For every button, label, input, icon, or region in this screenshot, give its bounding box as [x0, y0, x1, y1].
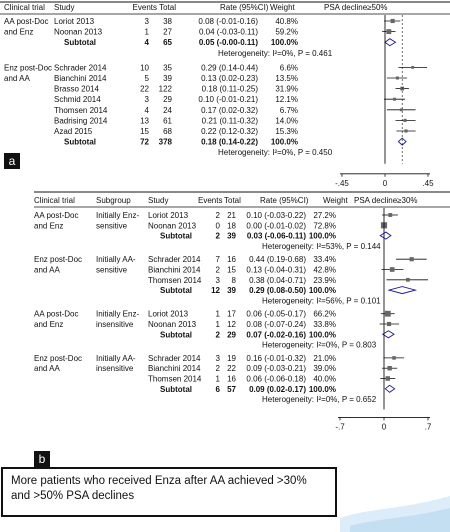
heterogeneity-text: Heterogeneity: I²=0%, P = 0.461: [218, 48, 333, 58]
x-tick-label: 0: [381, 422, 387, 432]
subgroup-label: Initially Enz-: [96, 211, 140, 220]
subtotal-weight: 100.0%: [308, 286, 336, 296]
heterogeneity-text: Heterogeneity: I²=0%, P = 0.803: [262, 340, 377, 350]
weight-value: 33.8%: [313, 320, 336, 329]
header-plot-label: PSA decline≥50%: [324, 3, 388, 12]
rate-value: 0.17 (0.02-0.32): [201, 105, 258, 115]
study-square: [392, 356, 396, 360]
events-value: 3: [144, 17, 149, 26]
study-name: Schrader 2014: [54, 63, 107, 73]
rate-value: 0.38 (0.04-0.71): [249, 275, 306, 285]
study-square: [388, 213, 392, 217]
decorative-corner-graphic: [340, 478, 450, 532]
weight-value: 40.8%: [275, 17, 298, 26]
total-value: 8: [231, 275, 236, 285]
study-square: [393, 98, 396, 101]
study-name: Schmid 2014: [54, 95, 101, 105]
events-value: 1: [215, 374, 220, 384]
subtotal-rate: 0.29 (0.08-0.50): [249, 286, 306, 296]
header-study: Study: [148, 196, 169, 205]
x-tick-label: -.45: [335, 178, 349, 188]
study-square: [406, 278, 410, 282]
header-subgroup: Subgroup: [96, 196, 131, 205]
events-value: 1: [215, 320, 220, 329]
events-value: 4: [144, 105, 149, 115]
rate-value: 0.18 (0.11-0.25): [201, 84, 258, 94]
group-label: and AA: [4, 74, 30, 83]
events-value: 5: [144, 74, 149, 83]
subgroup-label: sensitive: [96, 265, 128, 275]
subtotal-diamond: [389, 287, 415, 294]
study-name: Thomsen 2014: [148, 374, 202, 384]
heterogeneity-text: Heterogeneity: I²=53%, P = 0.144: [262, 241, 381, 251]
events-value: 3: [144, 95, 149, 105]
subgroup-label: insensitive: [96, 320, 134, 329]
panel-a-label: a: [4, 153, 20, 169]
total-value: 16: [227, 374, 236, 384]
rate-value: 0.04 (-0.03-0.11): [199, 27, 258, 37]
weight-value: 66.2%: [313, 309, 336, 319]
x-tick-label: .7: [424, 422, 432, 432]
weight-value: 42.8%: [313, 265, 336, 275]
group-label: and AA: [34, 364, 60, 374]
subtotal-label: Subtotal: [160, 286, 192, 296]
events-value: 10: [140, 63, 149, 73]
x-tick-label: -.7: [335, 422, 345, 432]
header-rate: Rate (95%CI): [260, 196, 309, 205]
subtotal-rate: 0.03 (-0.06-0.11): [246, 231, 306, 241]
rate-value: 0.10 (-0.01-0.21): [198, 95, 258, 105]
weight-value: 21.0%: [313, 353, 336, 363]
subtotal-diamond: [385, 39, 396, 46]
study-square: [386, 29, 391, 34]
rate-value: 0.00 (-0.01-0.02): [246, 221, 306, 231]
header-events: Events: [198, 196, 223, 205]
subtotal-total: 39: [227, 231, 236, 241]
total-value: 29: [163, 95, 172, 105]
caption-box: [1, 467, 337, 517]
total-value: 16: [227, 255, 236, 265]
weight-value: 59.2%: [275, 27, 298, 37]
weight-value: 40.0%: [313, 374, 336, 384]
events-value: 15: [140, 127, 149, 136]
study-name: Brasso 2014: [54, 84, 99, 94]
rate-value: 0.13 (-0.04-0.31): [246, 265, 306, 275]
caption-text: More patients who received Enza after AA achieved >30% and >50% PSA declines: [11, 475, 307, 502]
subtotal-weight: 100.0%: [308, 330, 336, 340]
study-square: [396, 76, 399, 79]
weight-value: 12.1%: [275, 95, 298, 105]
panel-b-label: b: [34, 451, 50, 467]
group-label: Enz post-Doc: [34, 353, 83, 363]
header-weight: Weight: [270, 3, 295, 12]
events-value: 1: [215, 309, 220, 319]
header-total: Total: [224, 196, 241, 205]
header-total: Total: [159, 3, 176, 12]
events-value: 2: [215, 211, 220, 220]
total-value: 122: [158, 84, 172, 94]
header-rate: Rate (95%CI): [220, 3, 269, 12]
total-value: 17: [227, 309, 236, 319]
total-value: 18: [227, 221, 236, 231]
study-name: Schrader 2014: [148, 353, 201, 363]
x-tick-label: .45: [422, 178, 434, 188]
rate-value: 0.21 (0.11-0.32): [201, 116, 258, 126]
total-value: 38: [163, 17, 172, 26]
subtotal-label: Subtotal: [160, 330, 192, 340]
header-clinical-trial: Clinical trial: [4, 3, 45, 12]
subtotal-weight: 100.0%: [308, 231, 336, 241]
study-square: [390, 267, 395, 272]
header-plot-label: PSA decline≥30%: [354, 196, 418, 205]
total-value: 22: [227, 364, 236, 374]
subgroup-label: insensitive: [96, 364, 134, 374]
rate-value: 0.09 (-0.03-0.21): [246, 364, 306, 374]
subtotal-events: 72: [140, 137, 149, 147]
study-square: [404, 129, 407, 132]
rate-value: 0.22 (0.12-0.32): [201, 127, 258, 136]
subgroup-label: Initially AA-: [96, 353, 136, 363]
group-label: and Enz: [34, 320, 64, 329]
total-value: 12: [227, 320, 236, 329]
events-value: 3: [215, 353, 220, 363]
heterogeneity-text: Heterogeneity: I²=0%, P = 0.652: [262, 395, 377, 405]
study-square: [387, 322, 391, 326]
study-square: [391, 19, 395, 23]
study-name: Thomsen 2014: [54, 105, 108, 115]
subtotal-events: 2: [215, 231, 220, 241]
study-square: [410, 257, 414, 261]
weight-value: 13.5%: [275, 74, 298, 83]
study-name: Loriot 2013: [148, 211, 189, 220]
group-label: Enz post-Doc: [4, 63, 53, 73]
weight-value: 14.0%: [275, 116, 298, 126]
subgroup-label: Initially AA-: [96, 255, 136, 265]
study-name: Bianchini 2014: [148, 265, 201, 275]
subtotal-total: 57: [227, 384, 236, 394]
study-name: Schrader 2014: [148, 255, 201, 265]
group-label: AA post-Doc: [4, 17, 49, 26]
study-name: Bianchini 2014: [148, 364, 201, 374]
subtotal-events: 4: [144, 38, 149, 48]
study-square: [387, 366, 391, 370]
subtotal-total: 29: [227, 330, 236, 340]
header-study: Study: [54, 3, 75, 12]
total-value: 68: [163, 127, 172, 136]
heterogeneity-text: Heterogeneity: I²=0%, P = 0.450: [218, 148, 333, 158]
subtotal-diamond: [380, 232, 391, 239]
subtotal-events: 2: [215, 330, 220, 340]
header-clinical-trial: Clinical trial: [34, 196, 75, 205]
subgroup-label: Initially Enz-: [96, 309, 140, 319]
header-events: Events: [132, 3, 157, 12]
events-value: 0: [215, 221, 220, 231]
subtotal-rate: 0.07 (-0.02-0.16): [246, 330, 306, 340]
study-square: [404, 119, 407, 122]
rate-value: 0.10 (-0.03-0.22): [246, 211, 306, 220]
weight-value: 6.7%: [279, 105, 298, 115]
study-name: Azad 2015: [54, 127, 93, 136]
events-value: 22: [140, 84, 149, 94]
study-name: Badrising 2014: [54, 116, 108, 126]
subtotal-label: Subtotal: [64, 137, 96, 147]
subtotal-rate: 0.18 (0.14-0.22): [201, 137, 258, 147]
study-square: [386, 376, 391, 381]
weight-value: 31.9%: [275, 84, 298, 94]
events-value: 3: [215, 275, 220, 285]
subtotal-events: 12: [211, 286, 220, 296]
events-value: 7: [215, 255, 220, 265]
study-name: Bianchini 2014: [54, 74, 107, 83]
x-tick-label: 0: [382, 178, 388, 188]
study-name: Loriot 2013: [148, 309, 189, 319]
rate-value: 0.29 (0.14-0.44): [201, 63, 258, 73]
study-name: Thomsen 2014: [148, 275, 202, 285]
group-label: AA post-Doc: [34, 309, 79, 319]
weight-value: 23.9%: [313, 275, 336, 285]
subtotal-events: 6: [215, 384, 220, 394]
subtotal-total: 39: [227, 286, 236, 296]
weight-value: 15.3%: [275, 127, 298, 136]
group-label: and Enz: [34, 221, 64, 231]
rate-value: 0.06 (-0.06-0.18): [246, 374, 306, 384]
weight-value: 6.6%: [279, 63, 298, 73]
total-value: 61: [163, 116, 172, 126]
weight-value: 39.0%: [313, 364, 336, 374]
group-label: and AA: [34, 265, 60, 275]
events-value: 13: [140, 116, 149, 126]
total-value: 35: [163, 63, 172, 73]
header-weight: Weight: [323, 196, 348, 205]
total-value: 27: [163, 27, 172, 37]
rate-value: 0.08 (-0.01-0.16): [198, 17, 258, 26]
group-label: and Enz: [4, 27, 34, 37]
total-value: 39: [163, 74, 172, 83]
rate-value: 0.16 (-0.01-0.32): [246, 353, 306, 363]
weight-value: 72.8%: [313, 221, 336, 231]
rate-value: 0.08 (-0.07-0.24): [246, 320, 306, 329]
total-value: 15: [227, 265, 236, 275]
study-square: [385, 311, 391, 317]
total-value: 19: [227, 353, 236, 363]
total-value: 24: [163, 105, 172, 115]
subtotal-diamond: [385, 385, 394, 392]
rate-value: 0.13 (0.02-0.23): [201, 74, 258, 83]
study-name: Noonan 2013: [54, 27, 103, 37]
subtotal-weight: 100.0%: [308, 384, 336, 394]
weight-value: 33.4%: [313, 255, 336, 265]
rate-value: 0.44 (0.19-0.68): [249, 255, 306, 265]
subtotal-label: Subtotal: [160, 384, 192, 394]
subtotal-label: Subtotal: [160, 231, 192, 241]
subtotal-weight: 100.0%: [270, 38, 298, 48]
total-value: 21: [227, 211, 236, 220]
subtotal-total: 65: [163, 38, 172, 48]
heterogeneity-text: Heterogeneity: I²=56%, P = 0.101: [262, 296, 381, 306]
subtotal-rate: 0.05 (-0.00-0.11): [198, 38, 258, 48]
study-name: Noonan 2013: [148, 221, 197, 231]
weight-value: 27.2%: [313, 211, 336, 220]
subtotal-weight: 100.0%: [270, 137, 298, 147]
rate-value: 0.06 (-0.05-0.17): [246, 309, 306, 319]
events-value: 1: [144, 27, 149, 37]
group-label: AA post-Doc: [34, 211, 79, 220]
study-name: Noonan 2013: [148, 320, 197, 329]
subtotal-total: 378: [158, 137, 172, 147]
events-value: 2: [215, 265, 220, 275]
subtotal-label: Subtotal: [64, 38, 96, 48]
group-label: Enz post-Doc: [34, 255, 83, 265]
subgroup-label: sensitive: [96, 221, 128, 231]
study-name: Loriot 2013: [54, 17, 95, 26]
events-value: 2: [215, 364, 220, 374]
study-square: [411, 66, 414, 69]
subtotal-rate: 0.09 (0.02-0.17): [249, 384, 306, 394]
